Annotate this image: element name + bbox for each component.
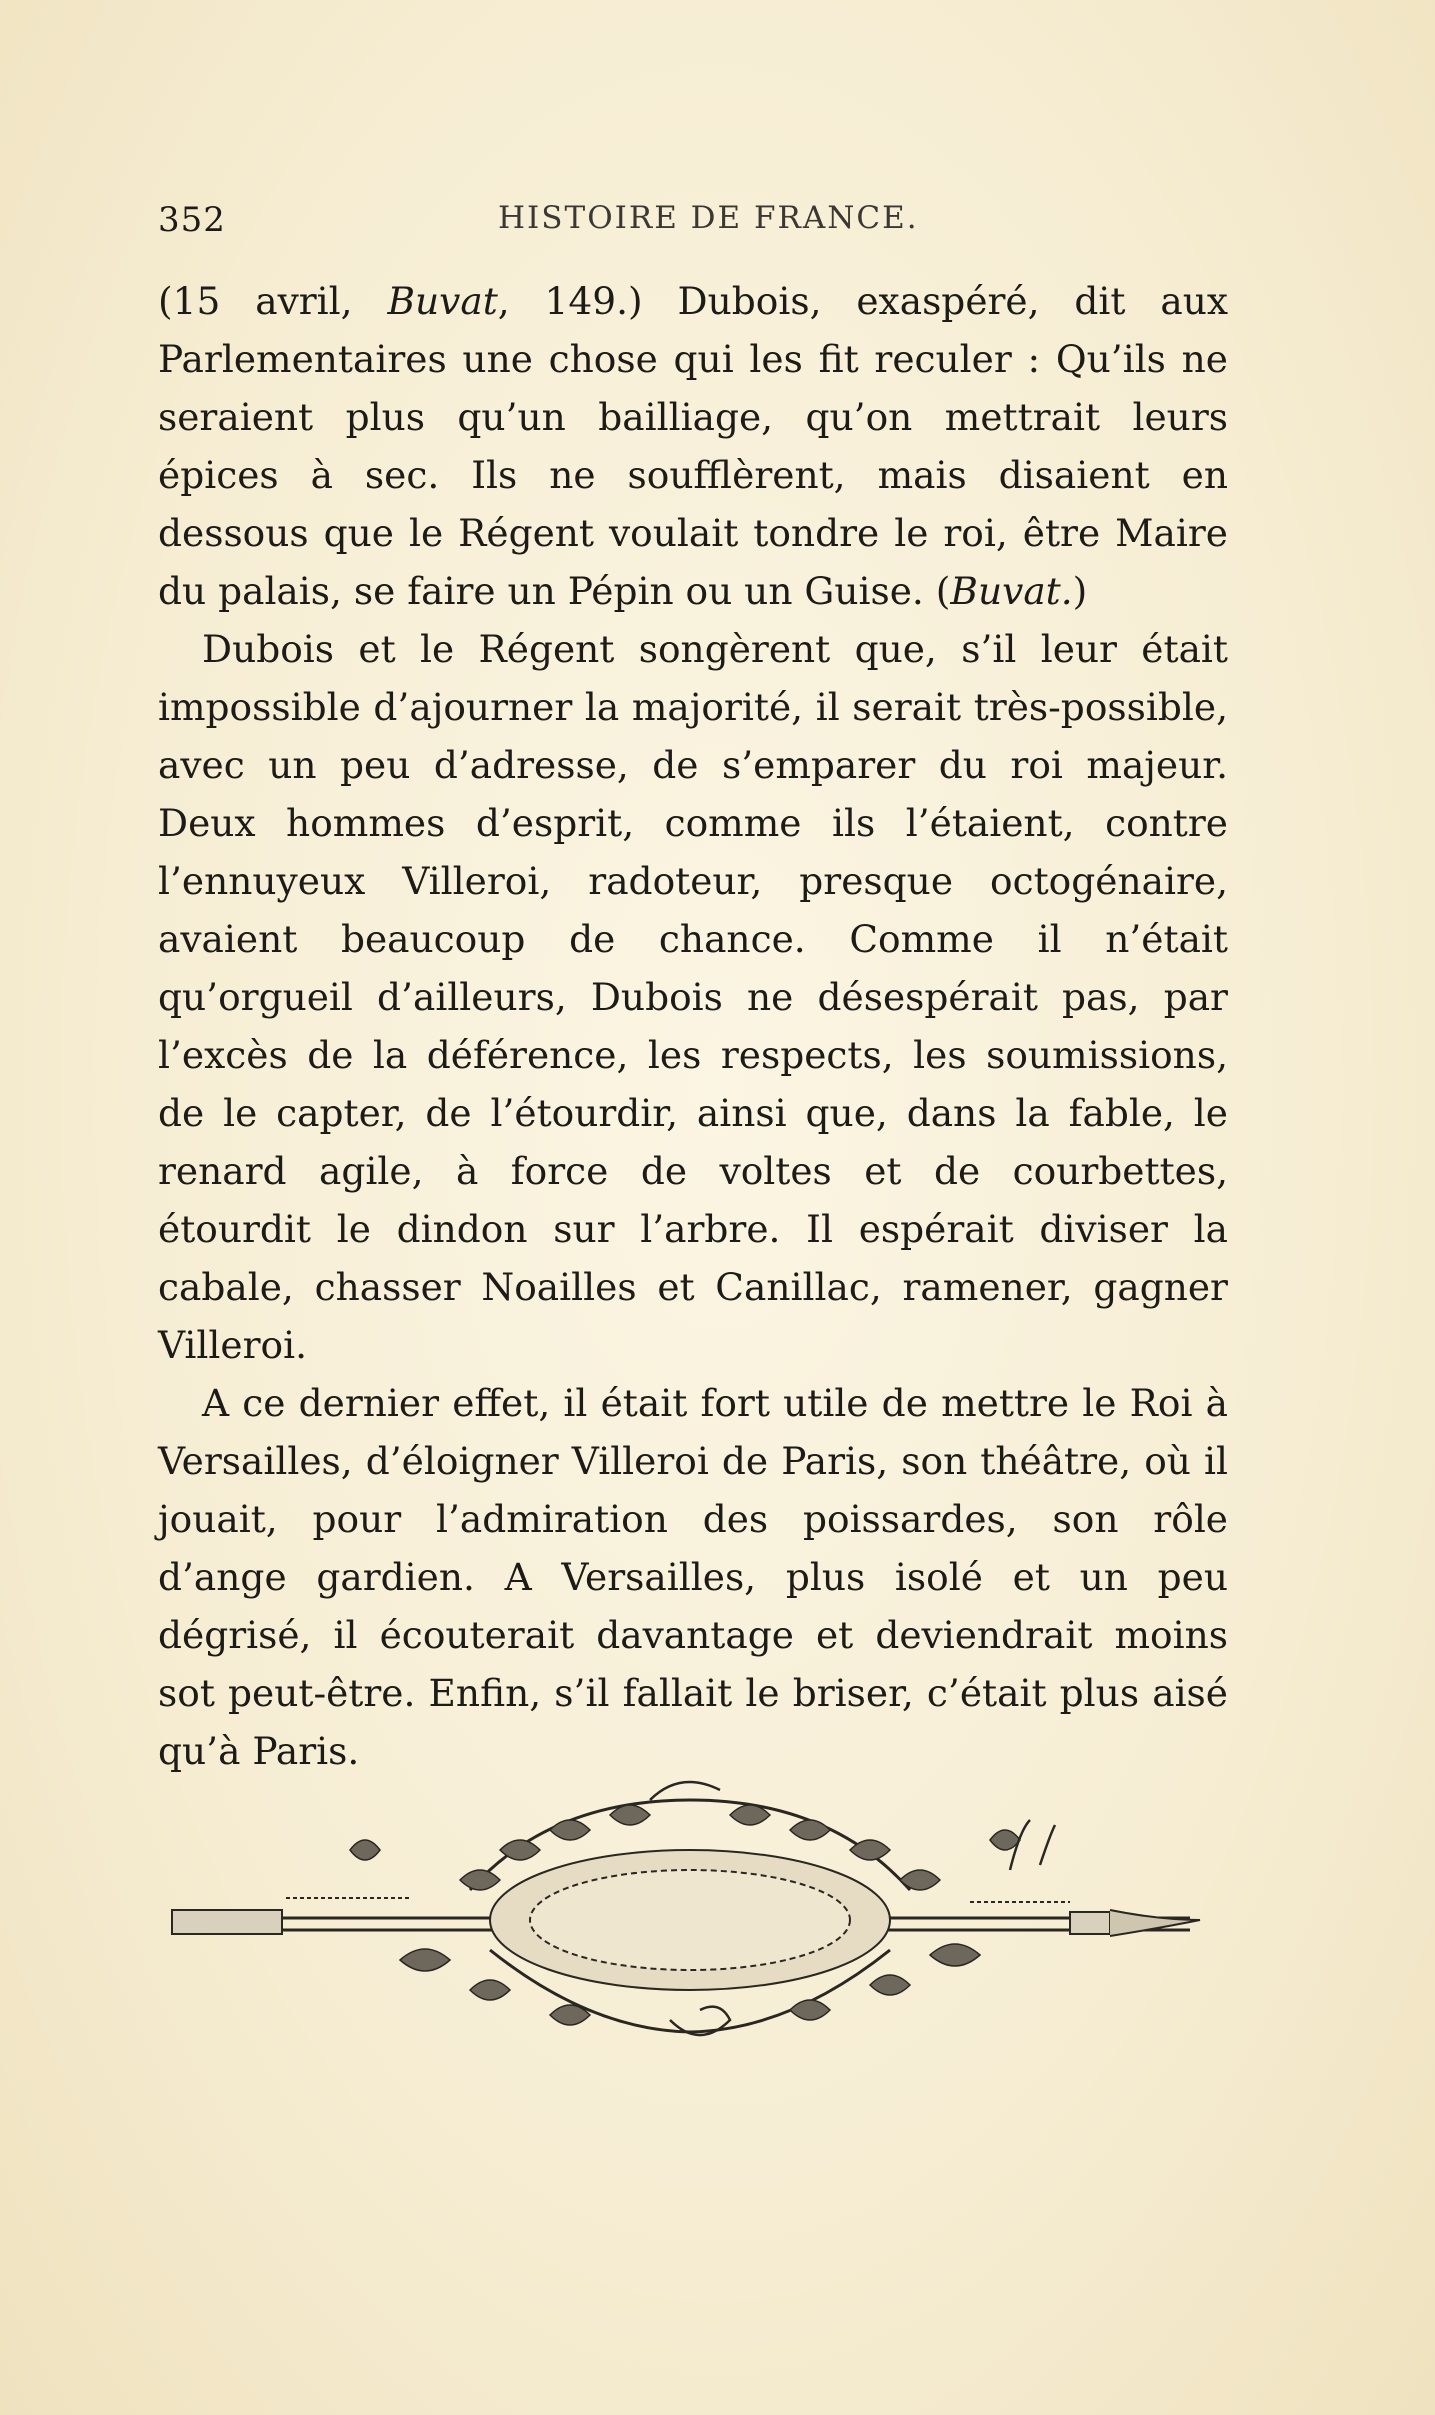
paragraph-1-part-c: ) xyxy=(1072,569,1088,613)
paragraph-3: A ce dernier effet, il était fort utile de mettre le Roi à Versailles, d’éloigner Villeroi de Paris, son théâtre, où il jouait, pour l’admiration des poissardes, son rôle d’ange gardien. A Versailles, plus isolé et un peu dégrisé, il écouterait davantage et deviendrait moins sot peut-être. Enfin, s’il fallait le briser, c’était plus aisé qu’à Paris. xyxy=(158,1381,1228,1773)
ornamental-vignette-icon xyxy=(170,1770,1205,2070)
page-header xyxy=(158,200,1228,250)
page-number: 352 xyxy=(158,200,226,240)
paragraph-1-part-b: , 149.) Dubois, exaspéré, dit aux Parlementaires une chose qui les fit reculer : Qu’ils ne seraient plus qu’un bailliage, qu’on mettrait leurs épices à sec. Ils ne soufflèrent, mais disaient en dessous que le Régent voulait tondre le roi, être Maire du palais, se faire un Pépin ou un Guise. ( xyxy=(158,279,1228,613)
paragraph-2: Dubois et le Régent songèrent que, s’il leur était impossible d’ajourner la majorité, il serait très-possible, avec un peu d’adresse, de s’emparer du roi majeur. Deux hommes d’esprit, comme ils l’étaient, contre l’ennuyeux Villeroi, radoteur, presque octogénaire, avaient beaucoup de chance. Comme il n’était qu’orgueil d’ailleurs, Dubois ne désespérait pas, par l’excès de la déférence, les respects, les soumissions, de le capter, de l’étourdir, ainsi que, dans la fable, le renard agile, à force de voltes et de courbettes, étourdit le dindon sur l’arbre. Il espérait diviser la cabale, chasser Noailles et Canillac, ramener, gagner Villeroi. xyxy=(158,627,1228,1367)
paragraph-1-part-a: (15 avril, xyxy=(158,279,388,323)
citation-buvat-2: Buvat. xyxy=(950,569,1073,613)
body-text xyxy=(158,272,1228,1780)
paragraph-1 xyxy=(158,272,1228,620)
running-head: HISTOIRE DE FRANCE. xyxy=(498,200,919,236)
citation-buvat: Buvat xyxy=(387,279,498,323)
